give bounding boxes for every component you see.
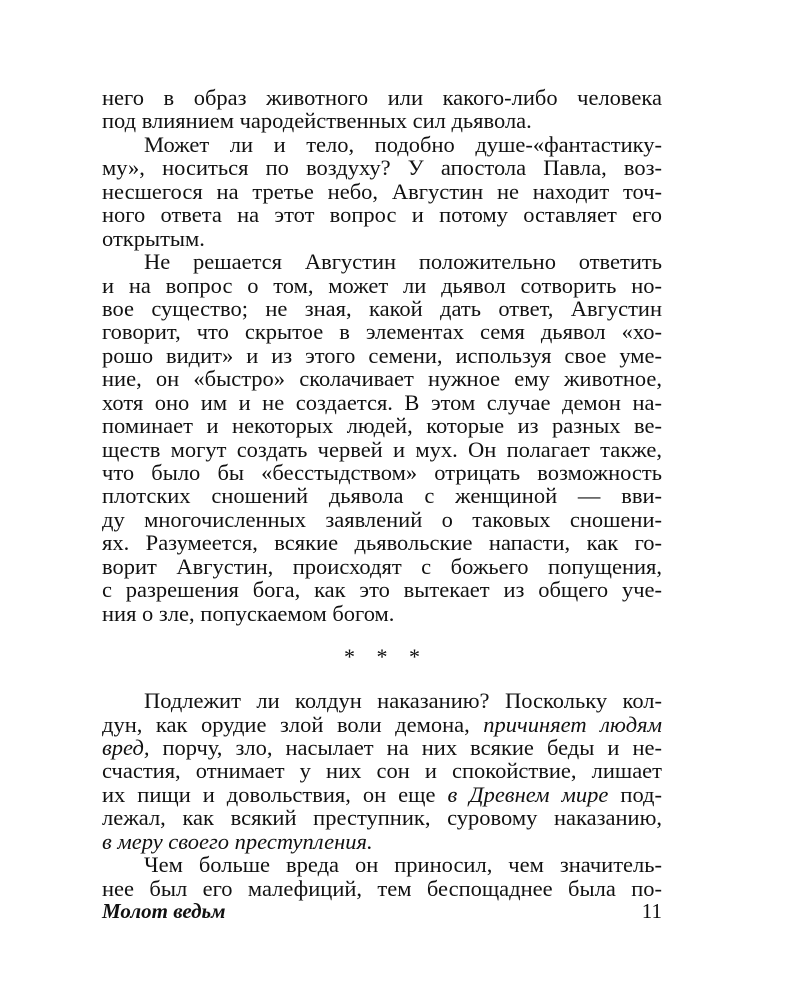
text-line <box>102 484 662 507</box>
text-line <box>102 759 662 782</box>
page-body <box>102 86 662 900</box>
text-line <box>102 578 662 601</box>
text-line <box>102 806 662 829</box>
text-run: ях. Разумеется, всякие дьявольские напасти, как го- <box>102 530 662 556</box>
text-run: что было бы «бесстыдством» отрицать возможность <box>102 460 662 485</box>
italic-text-run: в Древнем мире <box>447 781 609 807</box>
text-line <box>102 227 662 250</box>
italic-text-run: вред, <box>102 734 150 760</box>
text-line <box>102 736 662 759</box>
text-line <box>102 180 662 203</box>
text-line <box>102 274 662 297</box>
text-run: открытым. <box>102 225 205 251</box>
text-line <box>102 830 662 853</box>
text-line <box>102 320 662 343</box>
text-line <box>102 531 662 554</box>
italic-text-run: причиняет людям <box>483 711 663 737</box>
text-line <box>102 602 662 625</box>
text-run: ществ могут создать червей и мух. Он полагает также, <box>102 436 662 462</box>
text-line <box>102 297 662 320</box>
paragraph-2 <box>102 133 662 250</box>
section-separator: * * * <box>344 644 428 670</box>
text-run: под влиянием чародейственных сил дьявола. <box>102 108 532 134</box>
text-line <box>102 689 662 712</box>
text-run: и на вопрос о том, может ли дьявол сотворить но- <box>102 272 662 298</box>
text-run: Чем больше вреда он приносил, чем значитель- <box>144 852 662 878</box>
text-run: ние, он «быстро» сколачивает нужное ему животное, <box>102 366 662 392</box>
italic-text-run: в меру своего преступления. <box>102 828 373 854</box>
running-title: Молот ведьм <box>102 899 226 923</box>
text-line <box>102 713 662 736</box>
text-run: дун, как орудие злой воли демона, <box>102 711 484 737</box>
text-line <box>102 438 662 461</box>
page-number: 11 <box>641 899 662 923</box>
text-line <box>102 367 662 390</box>
paragraph-3 <box>102 250 662 625</box>
text-line <box>102 250 662 273</box>
text-line <box>102 555 662 578</box>
text-run: нее был его малефиций, тем беспощаднее была по- <box>102 875 662 901</box>
text-run: плотских сношений дьявола с женщиной — вви- <box>102 483 662 509</box>
text-run: порчу, зло, насылает на них всякие беды и не- <box>149 734 662 760</box>
text-run: ворит Августин, происходят с божьего попущения, <box>102 553 662 579</box>
text-run: ного ответа на этот вопрос и потому оставляет его <box>102 202 662 228</box>
text-run: му», носиться по воздуху? У апостола Павла, воз- <box>102 155 662 181</box>
text-run: хотя оно им и не создается. В этом случае демон на- <box>102 389 662 415</box>
text-run: говорит, что скрытое в элементах семя дьявол «хо- <box>102 319 662 345</box>
text-line <box>102 508 662 531</box>
text-run: лежал, как всякий преступник, суровому наказанию, <box>102 805 662 831</box>
text-run: вое существо; не зная, какой дать ответ, Августин <box>102 295 662 321</box>
text-line <box>102 391 662 414</box>
text-run: под- <box>608 781 662 807</box>
text-run: Подлежит ли колдун наказанию? Поскольку кол- <box>144 688 662 714</box>
paragraph-4 <box>102 689 662 853</box>
paragraph-5 <box>102 853 662 900</box>
text-run: поминает и некоторых людей, которые из разных ве- <box>102 413 662 439</box>
text-line <box>102 156 662 179</box>
text-line <box>102 86 662 109</box>
text-run: него в образ животного или какого-либо человека <box>102 85 662 110</box>
text-line <box>102 109 662 132</box>
text-run: ния о зле, попускаемом богом. <box>102 600 395 626</box>
text-line <box>102 414 662 437</box>
text-run: Не решается Августин положительно ответить <box>144 249 662 275</box>
text-line <box>102 783 662 806</box>
text-run: Может ли и тело, подобно душе-«фантастику- <box>144 131 662 157</box>
text-run: с разрешения бога, как это вытекает из общего уче- <box>102 577 662 603</box>
text-run: их пищи и довольствия, он еще <box>102 781 448 807</box>
text-run: несшегося на третье небо, Августин не находит точ- <box>102 178 662 204</box>
text-line <box>102 133 662 156</box>
paragraph-1 <box>102 86 662 133</box>
page-footer <box>102 898 662 924</box>
text-line <box>102 344 662 367</box>
text-run: рошо видит» и из этого семени, используя свое уме- <box>102 342 662 368</box>
text-line <box>102 853 662 876</box>
text-line <box>102 203 662 226</box>
text-line <box>102 461 662 484</box>
text-run: ду многочисленных заявлений о таковых сношени- <box>102 506 662 532</box>
text-run: счастия, отнимает у них сон и спокойствие, лишает <box>102 758 662 784</box>
text-line <box>102 877 662 900</box>
